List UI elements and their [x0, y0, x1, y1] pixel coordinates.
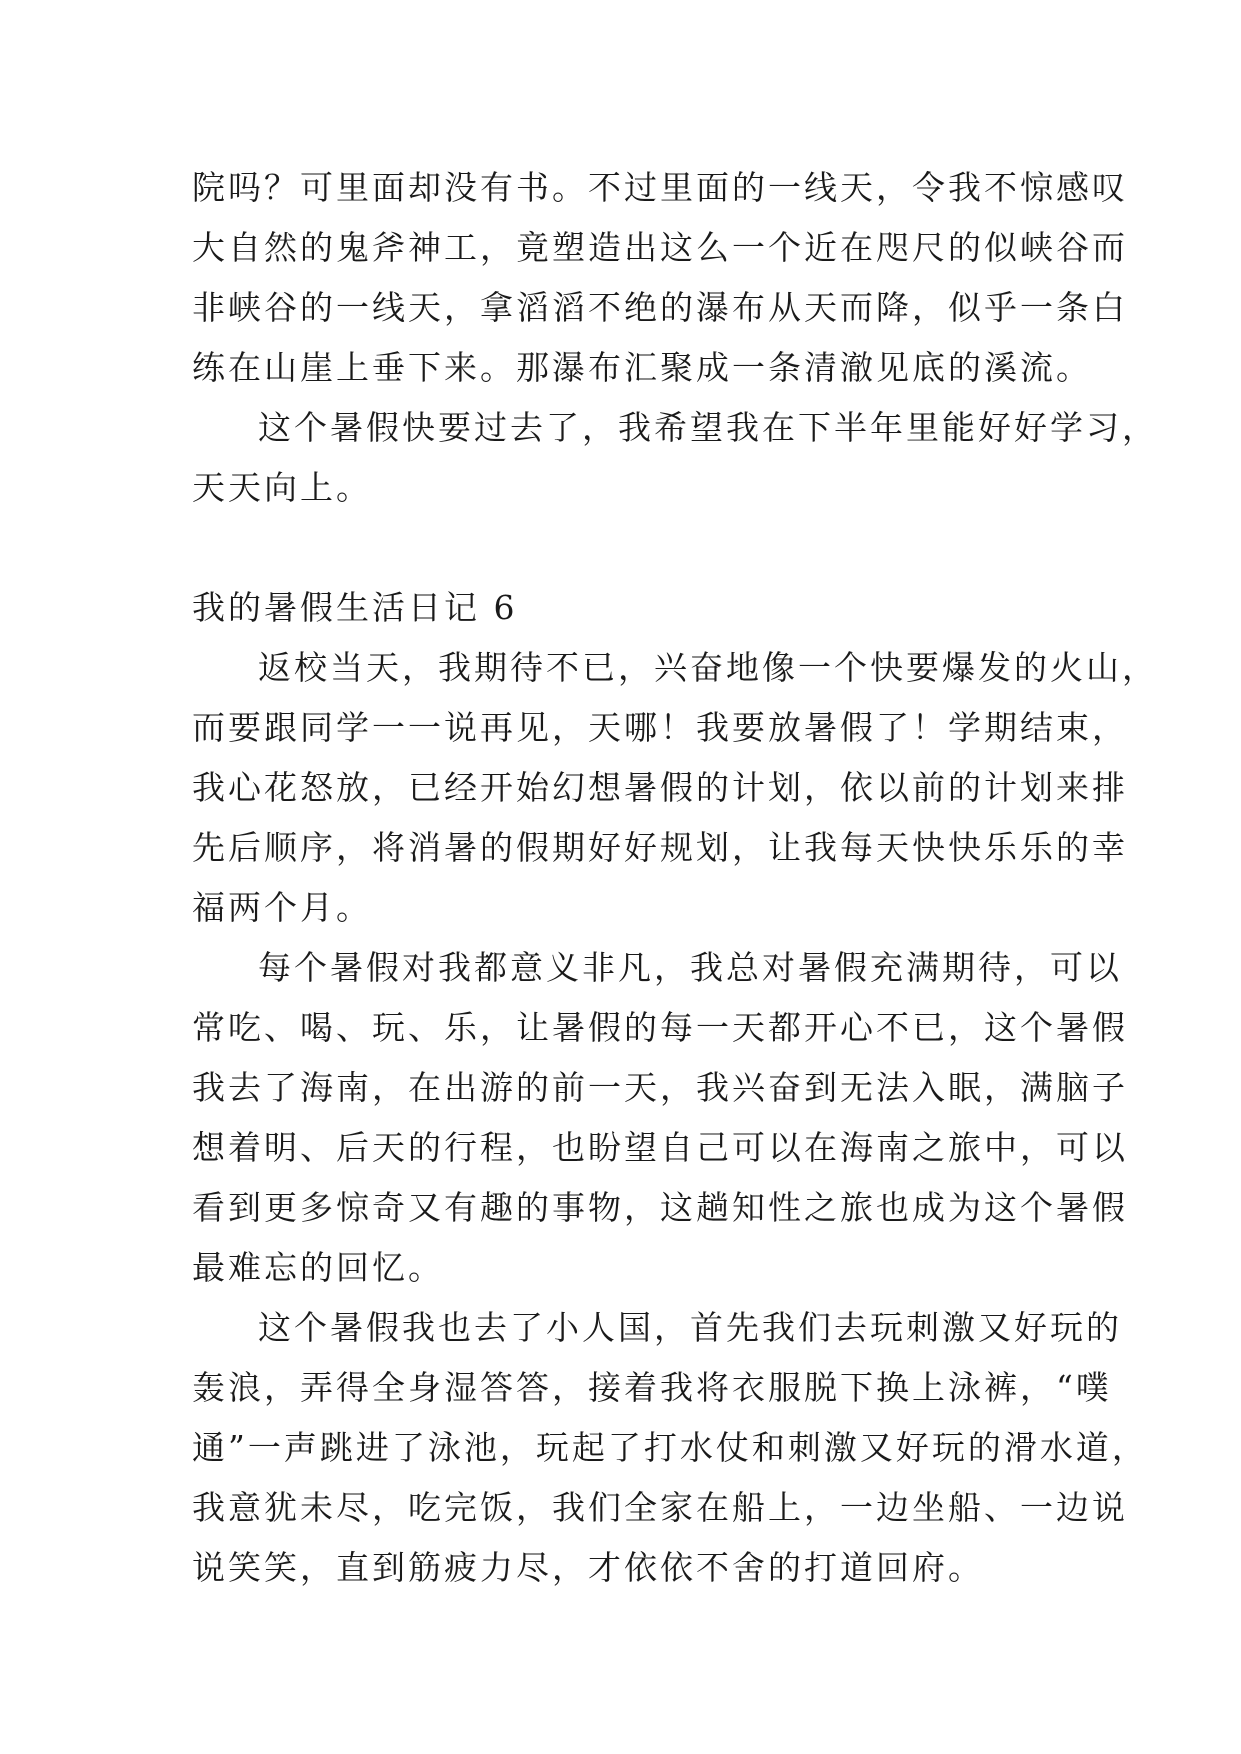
text-line: 而要跟同学一一说再见，天哪！我要放暑假了！学期结束，	[192, 708, 1128, 747]
text-line: 大自然的鬼斧神工，竟塑造出这么一个近在咫尺的似峡谷而	[192, 228, 1128, 267]
text-line: 轰浪，弄得全身湿答答，接着我将衣服脱下换上泳裤，“噗	[192, 1368, 1112, 1407]
text-line: 福两个月。	[192, 888, 372, 927]
text-line: 天天向上。	[192, 468, 372, 507]
text-line: 这个暑假我也去了小人国，首先我们去玩刺激又好玩的	[258, 1308, 1122, 1347]
paragraph-spacer	[192, 518, 1072, 578]
section-heading: 我的暑假生活日记 6	[192, 588, 518, 627]
text-line: 这个暑假快要过去了，我希望我在下半年里能好好学习，	[258, 408, 1158, 447]
text-line: 每个暑假对我都意义非凡，我总对暑假充满期待，可以	[258, 948, 1122, 987]
text-line: 看到更多惊奇又有趣的事物，这趟知性之旅也成为这个暑假	[192, 1188, 1128, 1227]
text-line: 返校当天，我期待不已，兴奋地像一个快要爆发的火山，	[258, 648, 1158, 687]
text-line: 我心花怒放，已经开始幻想暑假的计划，依以前的计划来排	[192, 768, 1128, 807]
text-line: 常吃、喝、玩、乐，让暑假的每一天都开心不已，这个暑假	[192, 1008, 1128, 1047]
text-line: 通”一声跳进了泳池，玩起了打水仗和刺激又好玩的滑水道，	[192, 1428, 1148, 1467]
text-line: 先后顺序，将消暑的假期好好规划，让我每天快快乐乐的幸	[192, 828, 1128, 867]
text-line: 说笑笑，直到筋疲力尽，才依依不舍的打道回府。	[192, 1548, 984, 1587]
text-line: 我去了海南，在出游的前一天，我兴奋到无法入眠，满脑子	[192, 1068, 1128, 1107]
text-line: 想着明、后天的行程，也盼望自己可以在海南之旅中，可以	[192, 1128, 1128, 1167]
text-line: 我意犹未尽，吃完饭，我们全家在船上，一边坐船、一边说	[192, 1488, 1128, 1527]
document-text	[192, 158, 1158, 1598]
text-line: 练在山崖上垂下来。那瀑布汇聚成一条清澈见底的溪流。	[192, 348, 1092, 387]
text-line: 非峡谷的一线天，拿滔滔不绝的瀑布从天而降，似乎一条白	[192, 288, 1128, 327]
text-line: 院吗？可里面却没有书。不过里面的一线天，令我不惊感叹	[192, 168, 1128, 207]
text-line: 最难忘的回忆。	[192, 1248, 444, 1287]
